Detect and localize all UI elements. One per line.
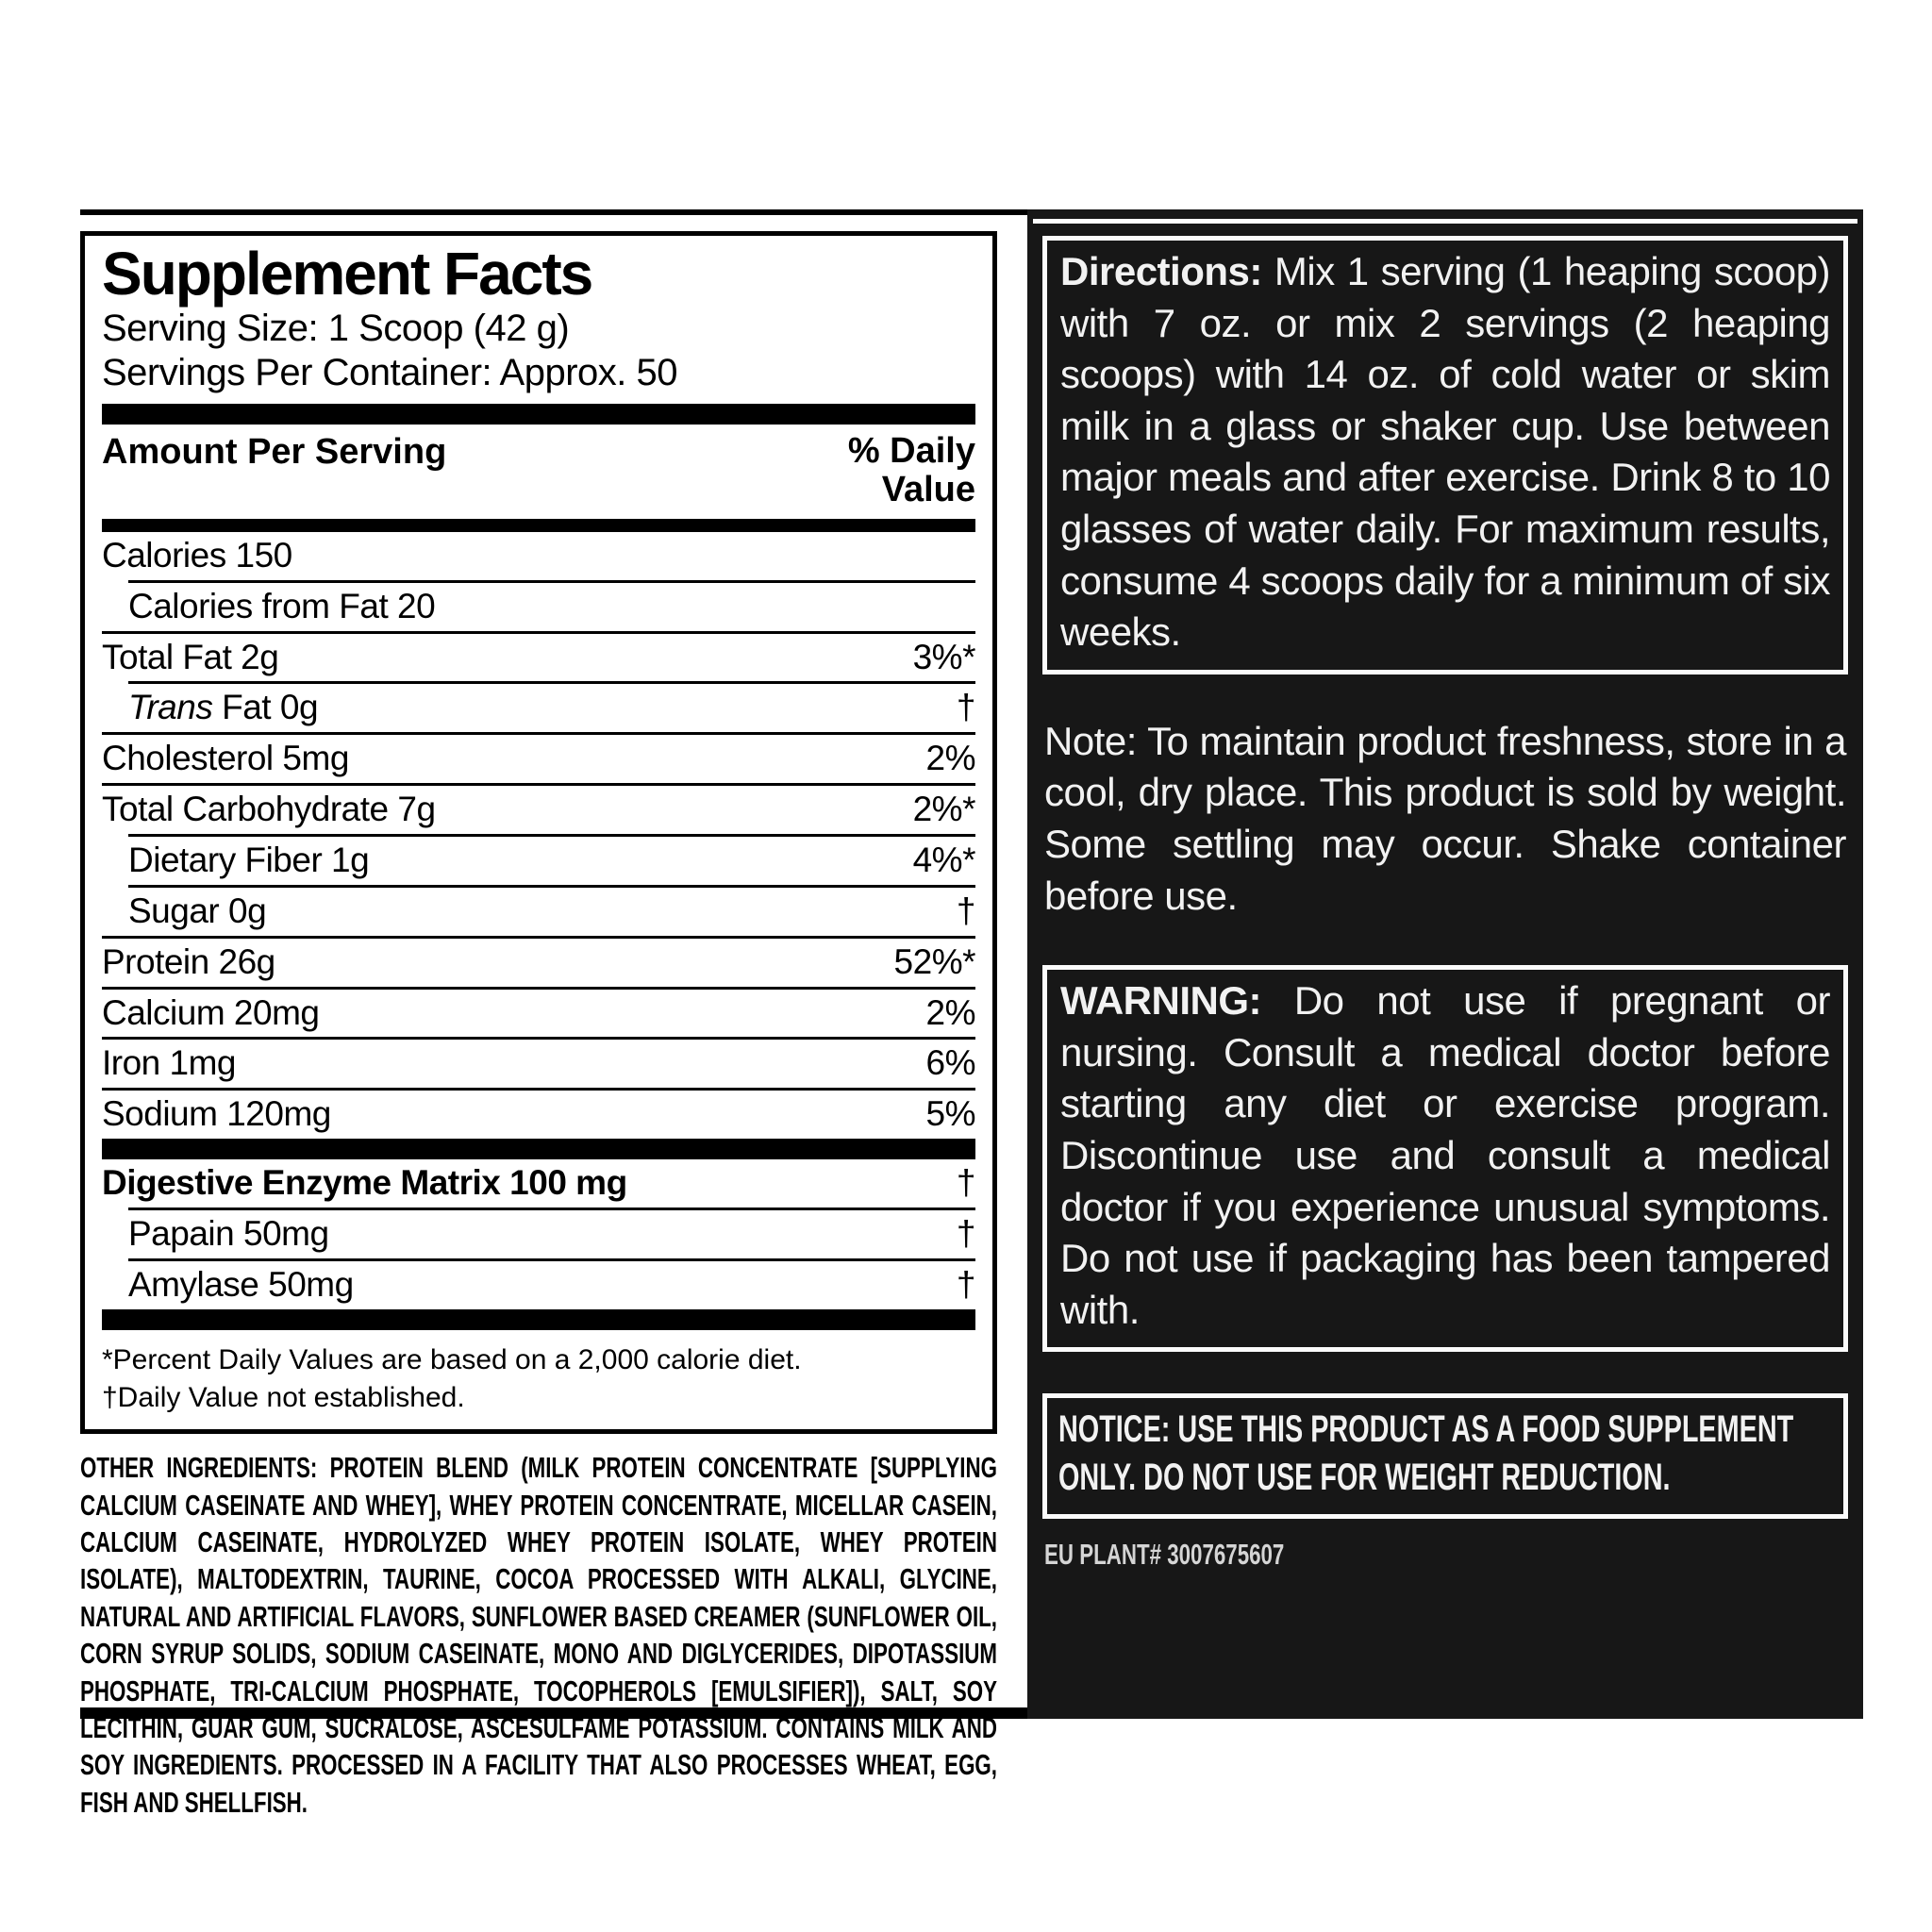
nutrient-label: Calories from Fat 20 xyxy=(128,586,436,625)
directions-text xyxy=(1060,246,1830,658)
nutrient-label: Amylase 50mg xyxy=(128,1264,354,1304)
daily-value: † xyxy=(956,1213,975,1253)
other-ingredients-paragraph xyxy=(80,1449,997,1821)
nutrient-row xyxy=(102,1037,975,1088)
nutrient-label: Calories 150 xyxy=(102,535,292,575)
daily-value: † xyxy=(956,1163,975,1203)
daily-value: 5% xyxy=(925,1094,975,1134)
warning-body: Do not use if pregnant or nursing. Consult a medical doctor before starting any diet or exercise program. Discontinue use and consult a medical doctor if you experience unusual symptoms. Do not use if packaging has been tampered with. xyxy=(1060,978,1830,1332)
nutrient-label-italic: Trans xyxy=(128,688,213,727)
nutrient-row xyxy=(102,783,975,834)
eu-plant-text: EU PLANT# 3007675607 xyxy=(1044,1537,1285,1571)
other-ingredients-body: PROTEIN BLEND (MILK PROTEIN CONCENTRATE [SUPPLYING CALCIUM CASEINATE AND WHEY], WHEY PROTEIN CONCENTRATE, MICELLAR CASEIN, CALCIUM CASEINATE, HYDROLYZED WHEY PROTEIN ISOLATE, WHEY PROTEIN ISOLATE), MALTODEXTRIN, TAURINE, COCOA PROCESSED WITH ALKALI, GLYCINE, NATURAL AND ARTIFICIAL FLAVORS, SUNFLOWER BASED CREAMER (SUNFLOWER OIL, CORN SYRUP SOLIDS, SODIUM CASEINATE, MONO AND DIGLYCERIDES, DIPOTASSIUM PHOSPHATE, TRI-CALCIUM PHOSPHATE, TOCOPHEROLS [EMULSIFIER]), SALT, SOY LECITHIN, GUAR GUM, SUCRALOSE, ASCESULFAME POTASSIUM. xyxy=(80,1451,997,1744)
daily-value: 2%* xyxy=(912,790,975,829)
daily-value: 4%* xyxy=(912,841,975,880)
nutrient-label: Total Carbohydrate 7g xyxy=(102,790,436,829)
footnote-dagger: †Daily Value not established. xyxy=(102,1381,465,1413)
nutrient-row xyxy=(128,681,975,732)
warning-lead: WARNING: xyxy=(1060,978,1261,1024)
nutrient-label: Digestive Enzyme Matrix 100 mg xyxy=(102,1163,627,1203)
note-text: Note: To maintain product freshness, store in a cool, dry place. This product is sold by weight. Some settling may occur. Shake container before use. xyxy=(1044,718,1846,918)
allergen-statement: CONTAINS MILK AND SOY INGREDIENTS. PROCESSED IN A FACILITY THAT ALSO PROCESSES WHEAT, EGG, FISH AND SHELLFISH. xyxy=(80,1710,997,1819)
nutrient-row xyxy=(128,834,975,885)
section-bar xyxy=(102,1139,975,1159)
daily-value: 2% xyxy=(925,739,975,778)
daily-value: 2% xyxy=(925,992,975,1032)
warning-box xyxy=(1042,965,1848,1352)
warning-text xyxy=(1060,975,1830,1336)
daily-value: † xyxy=(956,1264,975,1304)
footnote-percent-dv: *Percent Daily Values are based on a 2,000 calorie diet. xyxy=(102,1343,802,1375)
daily-value: 3%* xyxy=(912,637,975,676)
servings-per-container: Servings Per Container: Approx. 50 xyxy=(102,351,678,393)
nutrient-label: Papain 50mg xyxy=(128,1213,329,1253)
nutrient-label: Calcium 20mg xyxy=(102,992,320,1032)
nutrient-row xyxy=(102,936,975,987)
supplement-facts-title: Supplement Facts xyxy=(102,240,592,308)
nutrient-label: Total Fat 2g xyxy=(102,637,279,676)
nutrient-label: Sugar 0g xyxy=(128,891,267,930)
directions-box xyxy=(1042,236,1848,675)
nutrient-label: Sodium 120mg xyxy=(102,1094,331,1134)
nutrient-row xyxy=(102,1088,975,1139)
section-bar xyxy=(102,1309,975,1330)
notice-box xyxy=(1042,1393,1848,1518)
serving-size: Serving Size: 1 Scoop (42 g) xyxy=(102,308,570,350)
nutrient-label: Protein 26g xyxy=(102,941,275,981)
section-bar xyxy=(102,519,975,532)
amount-per-serving-header: Amount Per Serving xyxy=(102,431,447,472)
nutrient-row xyxy=(102,987,975,1038)
nutrient-label: Dietary Fiber 1g xyxy=(128,841,370,880)
nutrient-row xyxy=(102,732,975,783)
notice-text: NOTICE: USE THIS PRODUCT AS A FOOD SUPPLEMENT ONLY. DO NOT USE FOR WEIGHT REDUCTION. xyxy=(1058,1408,1794,1499)
other-ingredients-lead: OTHER INGREDIENTS: xyxy=(80,1451,318,1485)
supplement-facts-panel xyxy=(80,231,997,1434)
nutrient-label-rest: Fat 0g xyxy=(212,688,319,727)
nutrient-row xyxy=(128,580,975,631)
nutrient-row xyxy=(128,1208,975,1258)
directions-body: Mix 1 serving (1 heaping scoop) with 7 oz. or mix 2 servings (2 heaping scoops) with 14 oz. of cold water or skim milk in a glass or shaker cup. Use between major meals and after exercise. Drink 8 to 10 glasses of water daily. For maximum results, consume 4 scoops daily for a minimum of six weeks. xyxy=(1060,249,1830,655)
footnotes xyxy=(102,1330,975,1421)
nutrient-row xyxy=(102,631,975,682)
section-bar xyxy=(102,404,975,425)
daily-value: 6% xyxy=(925,1043,975,1083)
nutrient-row xyxy=(128,1258,975,1309)
nutrient-row xyxy=(102,532,975,580)
black-info-panel xyxy=(1027,209,1863,1719)
daily-value: † xyxy=(956,891,975,930)
eu-plant-number xyxy=(1044,1538,1846,1572)
nutrient-row xyxy=(128,885,975,936)
nutrient-label: Cholesterol 5mg xyxy=(102,739,349,778)
left-column xyxy=(80,231,997,1821)
nutrient-label xyxy=(128,690,318,726)
daily-value: † xyxy=(956,688,975,727)
nutrient-row xyxy=(102,1159,975,1208)
nutrient-label: Iron 1mg xyxy=(102,1043,237,1083)
table-header-row xyxy=(102,425,975,519)
daily-value-header: % Daily Value xyxy=(847,430,975,509)
directions-lead: Directions: xyxy=(1060,249,1262,293)
daily-value: 52%* xyxy=(893,941,975,981)
